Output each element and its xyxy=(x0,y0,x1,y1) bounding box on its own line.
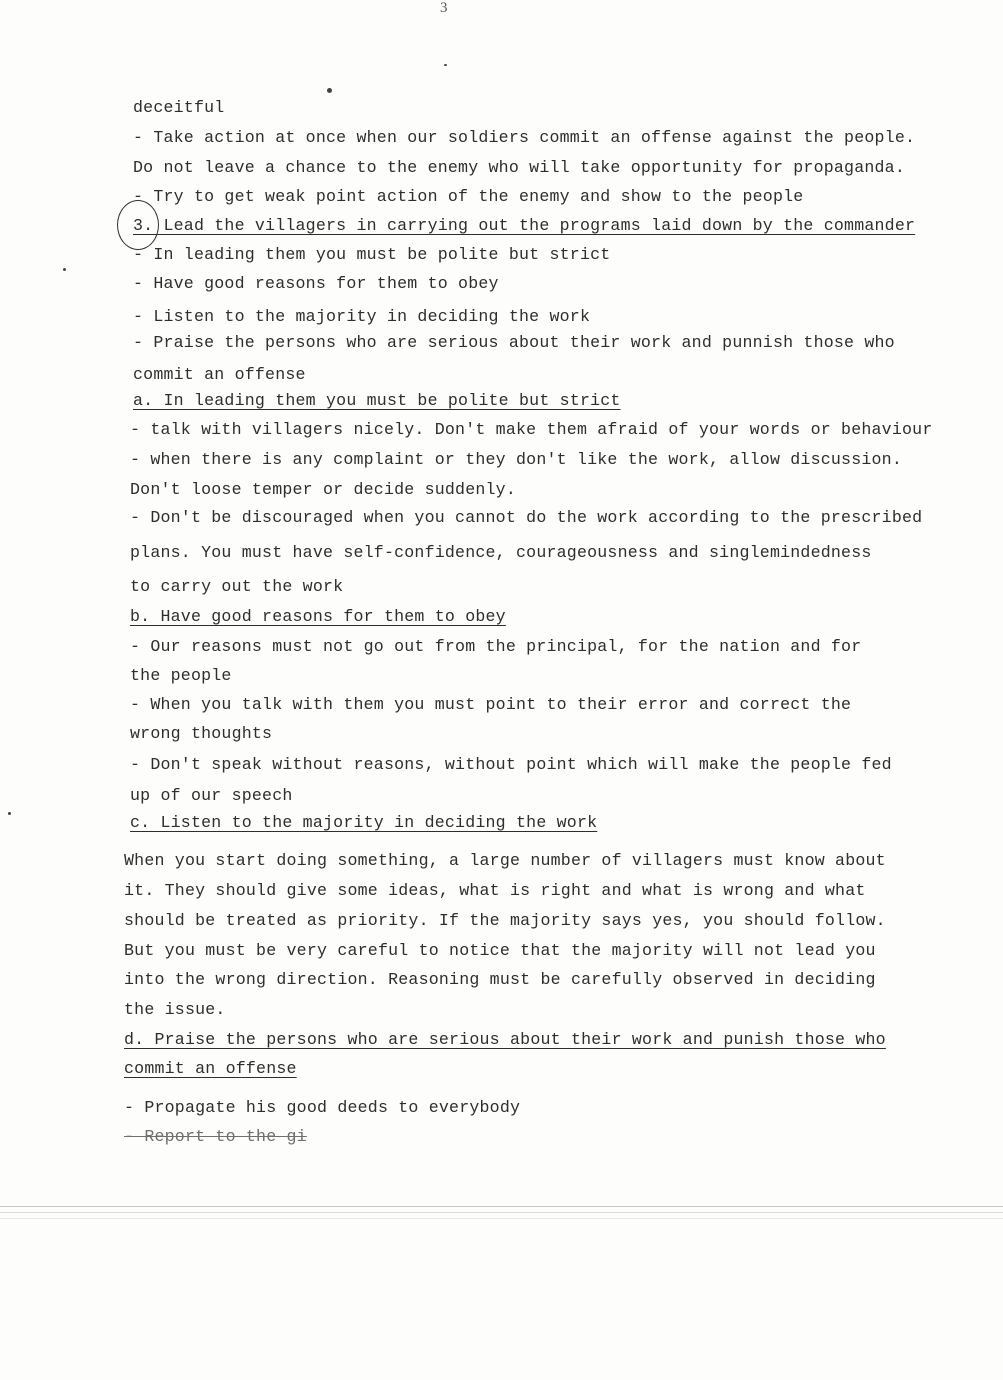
text-line: - Don't speak without reasons, without point which will make the people fed xyxy=(130,755,892,774)
text-line: - Praise the persons who are serious about their work and punnish those who xyxy=(133,333,895,352)
text-line: deceitful xyxy=(133,98,225,117)
text-line: - In leading them you must be polite but strict xyxy=(133,245,611,264)
text-line: - Take action at once when our soldiers commit an offense against the people. xyxy=(133,128,916,147)
text-line: Do not leave a chance to the enemy who will take opportunity for propaganda. xyxy=(133,158,905,177)
ink-speck xyxy=(8,812,11,815)
text-line: - When you talk with them you must point to their error and correct the xyxy=(130,695,852,714)
text-line: - Don't be discouraged when you cannot do the work according to the prescribed xyxy=(130,508,923,527)
text-line: into the wrong direction. Reasoning must be carefully observed in deciding xyxy=(124,970,876,989)
text-line: - Our reasons must not go out from the principal, for the nation and for xyxy=(130,637,862,656)
text-line: commit an offense xyxy=(133,365,306,384)
subheading-b: b. Have good reasons for them to obey xyxy=(130,607,506,626)
text-line: it. They should give some ideas, what is right and what is wrong and what xyxy=(124,881,866,900)
subheading-c: c. Listen to the majority in deciding the work xyxy=(130,813,598,832)
text-line: the people xyxy=(130,666,232,685)
text-line: - Try to get weak point action of the enemy and show to the people xyxy=(133,187,804,206)
text-line: plans. You must have self-confidence, courageousness and singlemindedness xyxy=(130,543,872,562)
text-line: When you start doing something, a large number of villagers must know about xyxy=(124,851,886,870)
subheading-a: a. In leading them you must be polite but strict xyxy=(133,391,621,410)
text-line: to carry out the work xyxy=(130,577,344,596)
ink-speck xyxy=(327,88,332,93)
text-line: the issue. xyxy=(124,1000,226,1019)
text-line: - when there is any complaint or they don't like the work, allow discussion. xyxy=(130,450,902,469)
struck-text-line: - Report to the gi xyxy=(124,1127,307,1146)
page-number: 3 xyxy=(440,0,448,16)
text-line: up of our speech xyxy=(130,786,293,805)
text-line: should be treated as priority. If the majority says yes, you should follow. xyxy=(124,911,886,930)
text-line: - Propagate his good deeds to everybody xyxy=(124,1098,521,1117)
text-line: commit an offense xyxy=(124,1059,297,1078)
text-line: - Have good reasons for them to obey xyxy=(133,274,499,293)
scan-edge-line xyxy=(0,1212,1003,1213)
numbered-heading: 3. Lead the villagers in carrying out the programs laid down by the commander xyxy=(133,216,916,235)
text-line: wrong thoughts xyxy=(130,724,273,743)
text-line: - Listen to the majority in deciding the work xyxy=(133,307,591,326)
subheading-d: d. Praise the persons who are serious about their work and punish those who xyxy=(124,1030,886,1049)
text-line: Don't loose temper or decide suddenly. xyxy=(130,480,516,499)
ink-speck xyxy=(444,64,447,66)
ink-speck xyxy=(63,268,66,271)
text-line: - talk with villagers nicely. Don't make them afraid of your words or behaviour xyxy=(130,420,933,439)
text-line: But you must be very careful to notice that the majority will not lead you xyxy=(124,941,876,960)
scan-edge-line xyxy=(0,1218,1003,1219)
scan-edge-line xyxy=(0,1206,1003,1207)
